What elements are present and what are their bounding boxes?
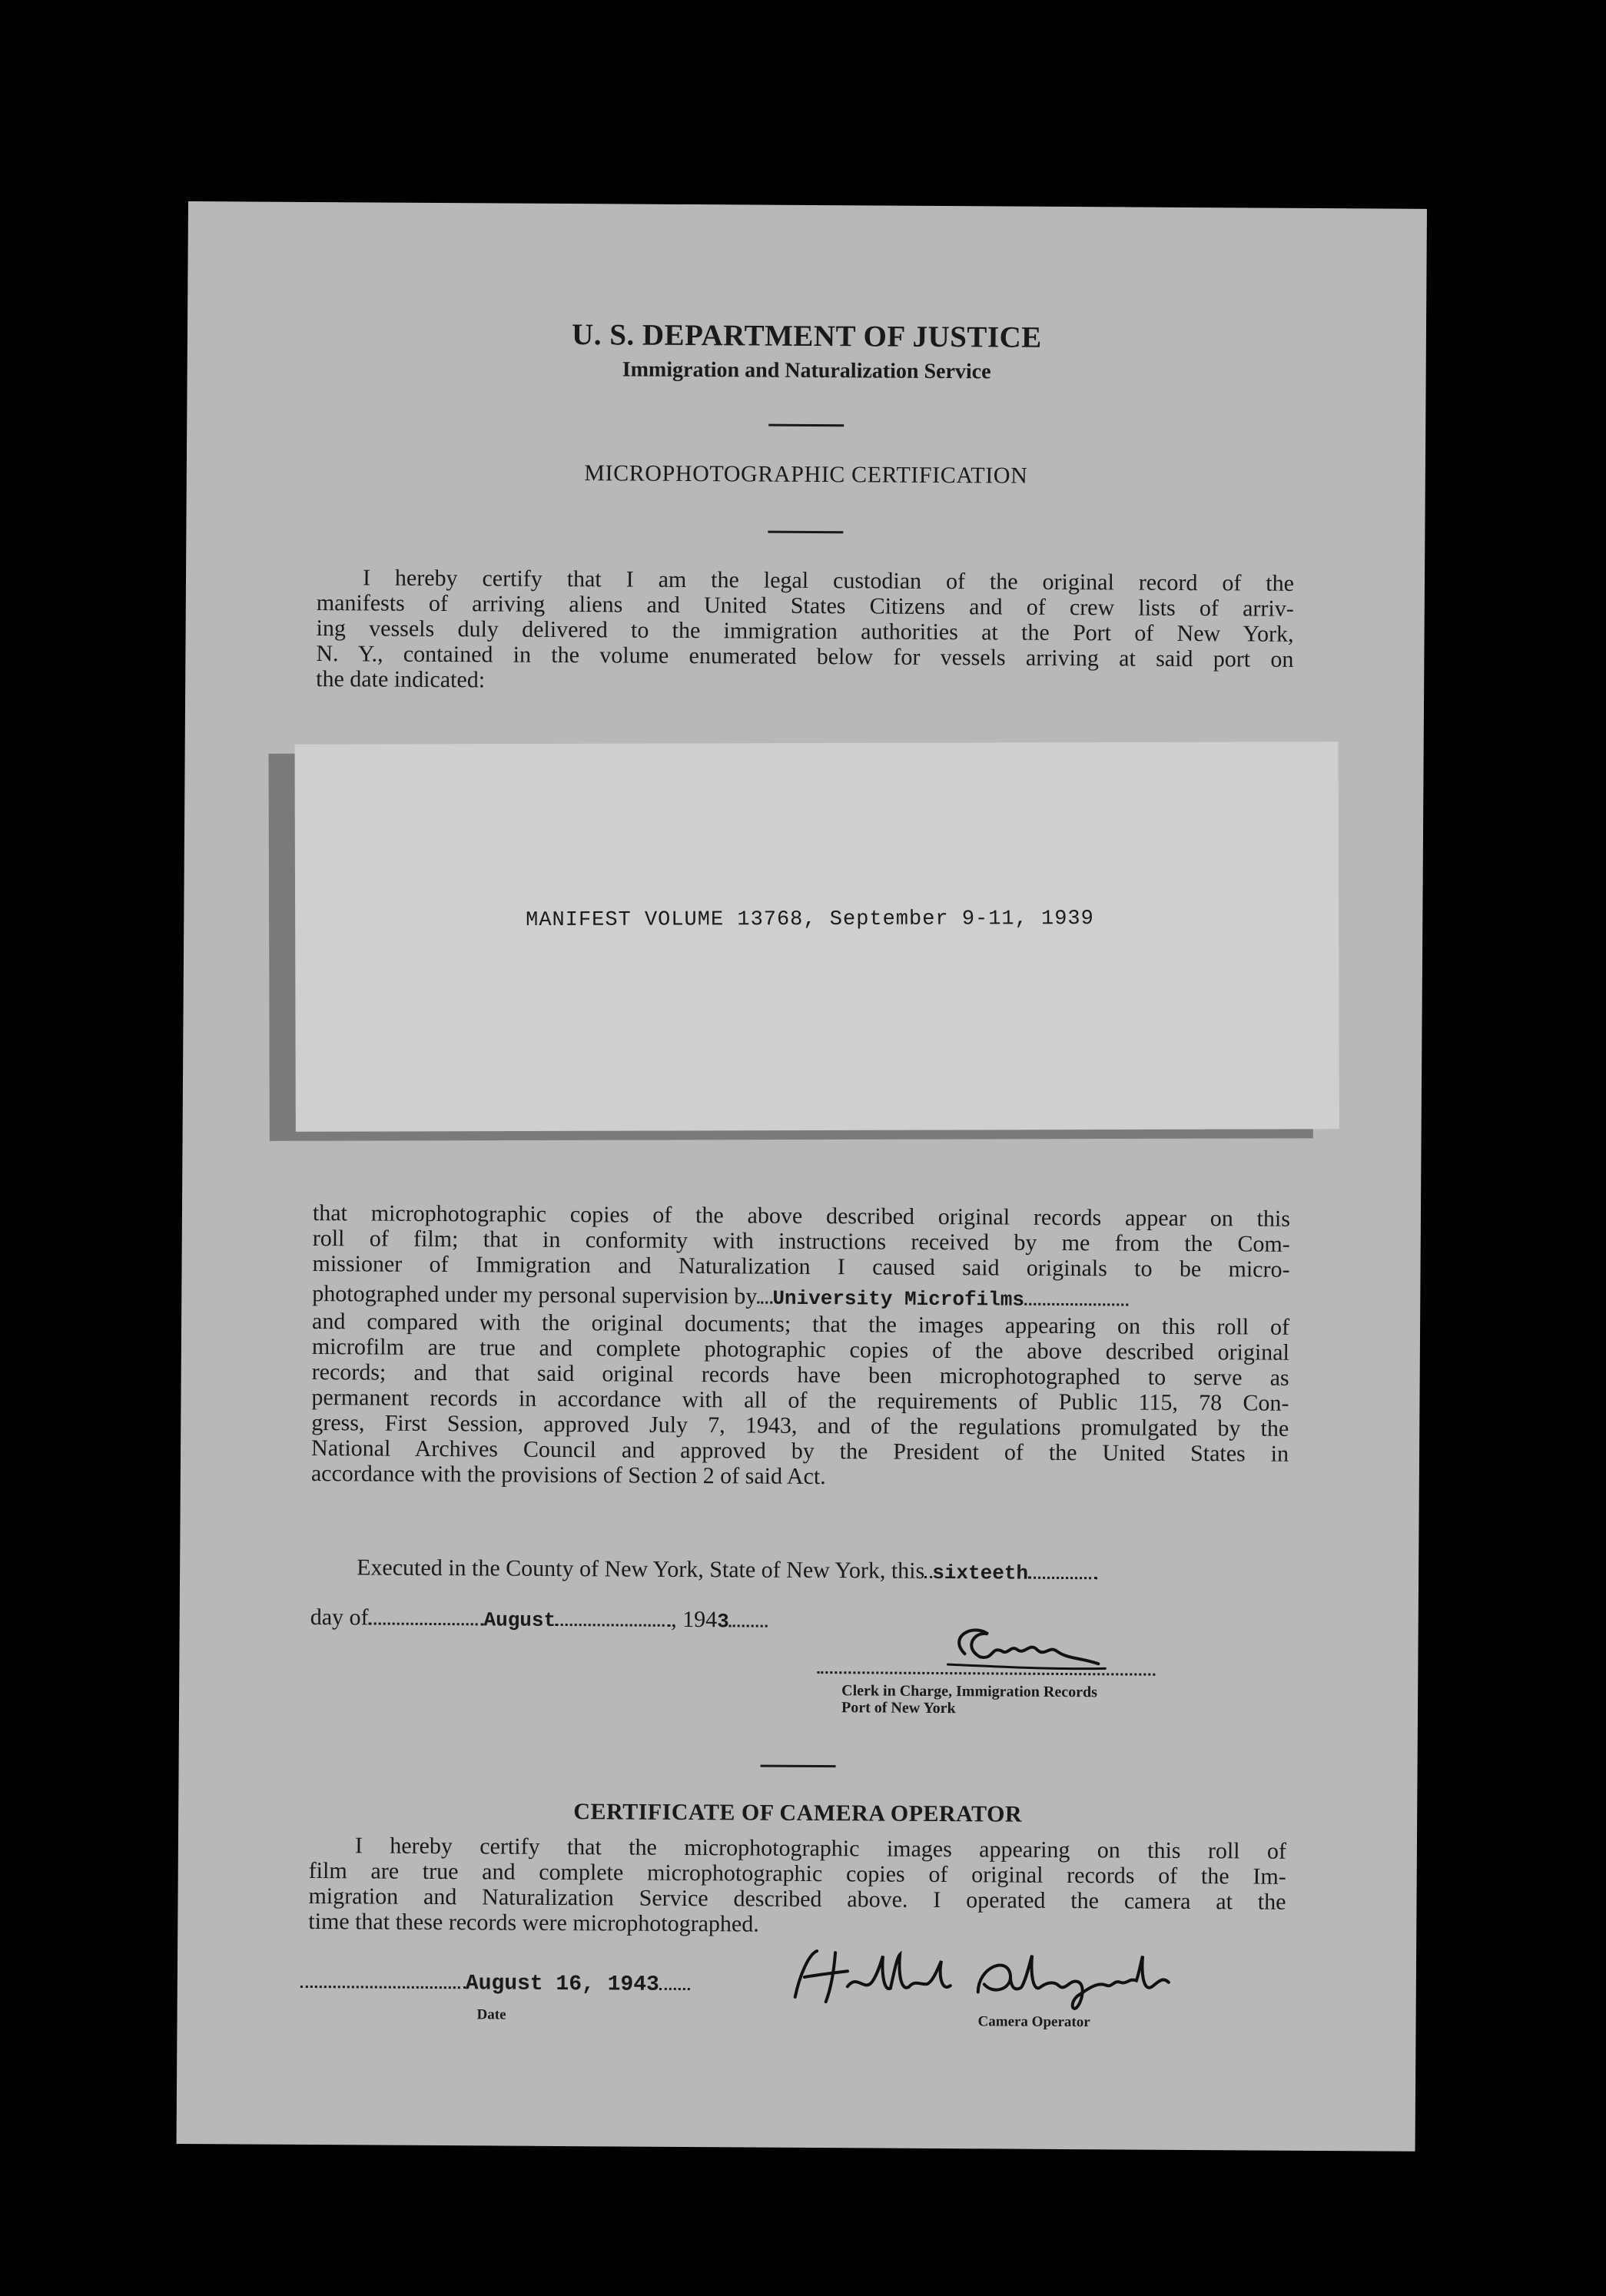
dotted-leader	[556, 1624, 671, 1627]
body-line: records; and that said original records have been microphotographed to serve as	[311, 1359, 1289, 1391]
manifest-volume-text: MANIFEST VOLUME 13768, September 9-11, 1939	[526, 907, 1094, 933]
clerk-title	[841, 1682, 1097, 1717]
supervision-prefix: photographed under my personal supervision by	[312, 1281, 758, 1309]
intro-line: ing vessels duly delivered to the immigration authorities at the Port of New York,	[316, 615, 1294, 647]
dotted-leader	[1024, 1303, 1128, 1306]
dotted-leader	[1028, 1577, 1097, 1580]
body-line: missioner of Immigration and Naturalization I caused said originals to be micro-	[312, 1251, 1290, 1282]
dotted-leader	[300, 1986, 466, 1989]
form-title: MICROPHOTOGRAPHIC CERTIFICATION	[584, 460, 1028, 489]
camera-section-title: CERTIFICATE OF CAMERA OPERATOR	[573, 1799, 1023, 1827]
camera-paragraph	[308, 1833, 1286, 1940]
execution-line	[357, 1554, 1290, 1588]
camera-line: film are true and complete microphotographic copies of original records of the Im-	[308, 1857, 1286, 1890]
dotted-leader	[757, 1302, 772, 1304]
divider-rule	[761, 1765, 836, 1768]
execution-month: August	[483, 1608, 556, 1632]
camera-operator-label: Camera Operator	[977, 2013, 1090, 2031]
dotted-leader	[729, 1624, 768, 1627]
body-line: gress, First Session, approved July 7, 1943, and of the regulations promulgated by the	[311, 1410, 1289, 1442]
camera-line: I hereby certify that the microphotographic images appearing on this roll of	[354, 1833, 1287, 1864]
intro-line: N. Y., contained in the volume enumerated below for vessels arriving at said port on	[316, 641, 1294, 672]
intro-line: the date indicated:	[316, 666, 486, 693]
department-heading: U. S. DEPARTMENT OF JUSTICE	[571, 318, 1042, 354]
body-line: roll of film; that in conformity with instructions received by me from the Com-	[312, 1226, 1290, 1257]
body-paragraph	[311, 1200, 1290, 1492]
manifest-card	[295, 742, 1339, 1132]
date-label: Date	[476, 2006, 506, 2023]
date-line	[310, 1604, 925, 1636]
execution-day: sixteeth	[932, 1561, 1029, 1585]
camera-line: time that these records were microphotographed.	[308, 1908, 759, 1937]
body-line: microfilm are true and complete photographic copies of the above described original	[311, 1334, 1289, 1365]
body-line: National Archives Council and approved by the President of the United States in	[310, 1435, 1289, 1467]
service-subheading: Immigration and Naturalization Service	[622, 357, 991, 384]
clerk-title-line: Clerk in Charge, Immigration Records	[841, 1682, 1097, 1701]
certificate-page	[177, 201, 1427, 2152]
operator-signature	[777, 1943, 1177, 2015]
supervision-value: University Microfilms	[772, 1286, 1025, 1312]
day-of-label: day of	[310, 1604, 369, 1631]
intro-paragraph	[316, 565, 1294, 698]
intro-line: manifests of arriving aliens and United States Citizens and of crew lists of arriv-	[316, 590, 1294, 622]
intro-line: I hereby certify that I am the legal custodian of the original record of the	[362, 565, 1295, 596]
divider-rule	[768, 531, 843, 534]
clerk-signature	[917, 1614, 1117, 1688]
year-digit: 3	[717, 1610, 729, 1634]
body-line: that microphotographic copies of the above described original records appear on this	[312, 1200, 1291, 1232]
body-line: permanent records in accordance with all of the requirements of Public 115, 78 Con-	[311, 1385, 1289, 1416]
divider-rule	[768, 424, 844, 427]
dotted-leader	[924, 1576, 932, 1578]
body-line: and compared with the original documents; that the images appearing on this roll of	[311, 1309, 1290, 1340]
clerk-title-line: Port of New York	[841, 1699, 956, 1717]
camera-date-value: August 16, 1943	[465, 1972, 659, 1997]
dotted-leader	[659, 1988, 690, 1990]
body-line: accordance with the provisions of Section 2 of said Act.	[310, 1461, 826, 1490]
dotted-leader	[369, 1622, 484, 1625]
execution-prefix: Executed in the County of New York, State of New York, this	[357, 1554, 925, 1584]
year-prefix: , 194	[671, 1606, 718, 1633]
camera-date-line	[300, 1968, 731, 1998]
camera-line: migration and Naturalization Service described above. I operated the camera at the	[308, 1883, 1286, 1915]
